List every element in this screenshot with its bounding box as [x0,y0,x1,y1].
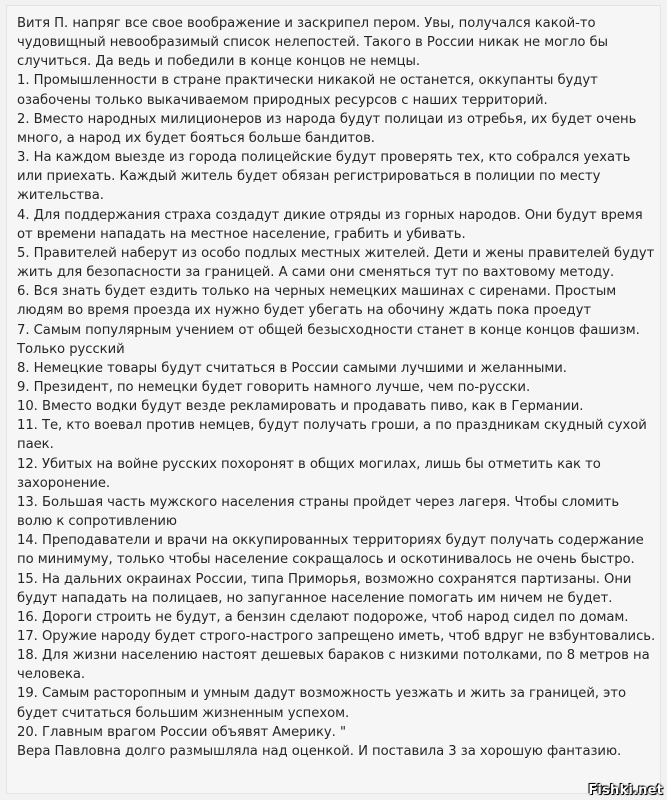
paragraph-item-9: 9. Президент, по немецки будет говорить намного лучше, чем по-русски. [17,379,531,395]
paragraph-item-2: 2. Вместо народных милиционеров из народа будут полицаи из отребья, их будет очень много, а народ их будет бояться больше бандитов. [17,111,637,146]
paragraph-item-14: 14. Преподаватели и врачи на оккупированных территориях будут получать содержание по минимуму, только чтобы население сокращалось и оскотинивалось не очень быстро. [17,533,644,568]
paragraph-item-11: 11. Те, кто воевал против немцев, будут получать гроши, а по праздникам скудный сухой паек. [17,418,647,453]
paragraph-item-10: 10. Вместо водки будут везде рекламировать и продавать пиво, как в Германии. [17,399,584,415]
paragraph-item-3: 3. На каждом выезде из города полицейские будут проверять тех, кто собрался уехать или приехать. Каждый житель будет обязан регистрироваться в полиции по месту жительства. [17,150,631,204]
document-text [17,14,657,761]
paragraph-item-6: 6. Вся знать будет ездить только на черных немецких машинах с сиренами. Простым людям во время проезда их нужно будет убегать на обочину ждать пока проедут [17,284,617,319]
paragraph-conclusion: Вера Павловна долго размышляла над оценкой. И поставила 3 за хорошую фантазию. [17,743,622,759]
paragraph-item-7: 7. Самым популярным учением от общей безысходности станет в конце концов фашизм. Только русский [17,322,640,357]
paragraph-item-15: 15. На дальних окраинах России, типа Приморья, возможно сохранятся партизаны. Они будут нападать на полицаев, но запуганное население помогать им ничем не будет. [17,571,632,606]
paragraph-item-18: 18. Для жизни населению настоят дешевых бараков с низкими потолками, по 8 метров на человека. [17,648,650,683]
document-page [6,5,661,794]
paragraph-item-13: 13. Большая часть мужского населения страны пройдет через лагеря. Чтобы сломить волю к сопротивлению [17,494,620,530]
paragraph-item-16: 16. Дороги строить не будут, а бензин сделают подороже, чтоб народ сидел по домам. [17,609,629,625]
paragraph-item-4: 4. Для поддержания страха создадут дикие отряды из горных народов. Они будут время от времени нападать на местное население, грабить и убивать. [17,207,643,242]
paragraph-item-19: 19. Самым расторопным и умным дадут возможность уезжать и жить за границей, это будет считаться большим жизненным успехом. [17,686,627,721]
paragraph-intro: Витя П. напряг все свое воображение и заскрипел пером. Увы, получался какой-то чудовищный невообразимый список нелепостей. Такого в России никак не могло бы случиться. Да ведь и победили в конце концов не немцы. [17,16,608,70]
paragraph-item-20: 20. Главным врагом России объявят Америку. " [17,724,346,740]
paragraph-item-1: 1. Промышленности в стране практически никакой не останется, оккупанты будут озабочены только выкачиваемом природных ресурсов с наших территорий. [17,73,598,108]
paragraph-item-8: 8. Немецкие товары будут считаться в России самыми лучшими и желанными. [17,360,567,376]
paragraph-item-12: 12. Убитых на войне русских похоронят в общих могилах, лишь бы отметить как то захоронение. [17,456,601,491]
paragraph-item-17: 17. Оружие народу будет строго-настрого запрещено иметь, чтоб вдруг не взбунтовались. [17,629,656,644]
watermark-logo: Fishki.net [588,783,663,798]
paragraph-item-5: 5. Правителей наберут из особо подлых местных жителей. Дети и жены правителей будут жить для безопасности за границей. А сами они сменяться тут по вахтовому методу. [17,245,655,281]
